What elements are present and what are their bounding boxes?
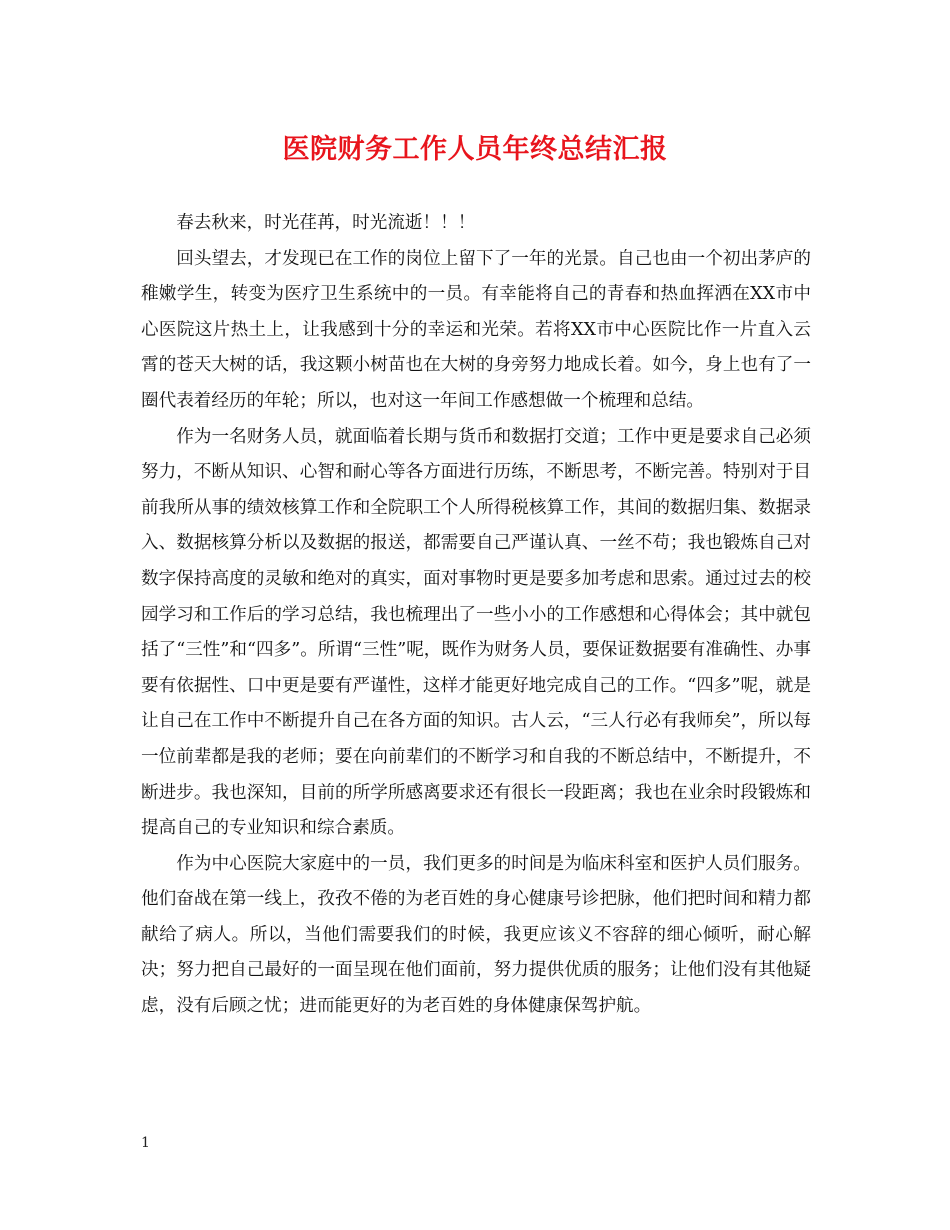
paragraph-service: 作为中心医院大家庭中的一员，我们更多的时间是为临床科室和医护人员们服务。他们奋战在第一线上，孜孜不倦的为老百姓的身心健康号诊把脉，他们把时间和精力都献给了病人。所以，当他们需要我们的时候，我更应该义不容辞的细心倾听，耐心解决；努力把自己最好的一面呈现在他们面前，努力提供优质的服务；让他们没有其他疑虑，没有后顾之忧；进而能更好的为老百姓的身体健康保驾护航。 [141,853,811,1017]
document-body [141,206,811,1025]
paragraph-finance-work: 作为一名财务人员，就面临着长期与货币和数据打交道；工作中更是要求自己必须努力，不断从知识、心智和耐心等各方面进行历练，不断思考，不断完善。特别对于目前我所从事的绩效核算工作和全院职工个人所得税核算工作，其间的数据归集、数据录入、数据核算分析以及数据的报送，都需要自己严谨认真、一丝不苟；我也锻炼自己对数字保持高度的灵敏和绝对的真实，面对事物时更是要多加考虑和思索。通过过去的校园学习和工作后的学习总结，我也梳理出了一些小小的工作感想和心得体会；其中就包括了“三性”和“四多”。所谓“三性”呢，既作为财务人员，要保证数据要有准确性、办事要有依据性、口中更是要有严谨性，这样才能更好地完成自己的工作。“四多”呢，就是让自己在工作中不断提升自己在各方面的知识。古人云，“三人行必有我师矣”，所以每一位前辈都是我的老师；要在向前辈们的不断学习和自我的不断总结中，不断提升，不断进步。我也深知，目前的所学所感离要求还有很长一段距离；我也在业余时段锻炼和提高自己的专业知识和综合素质。 [141,426,811,839]
document-title: 医院财务工作人员年终总结汇报 [282,134,668,165]
paragraph-opening: 春去秋来，时光荏苒，时光流逝！！！ [176,213,476,233]
paragraph-reflection: 回头望去，才发现已在工作的岗位上留下了一年的光景。自己也由一个初出茅庐的稚嫩学生，转变为医疗卫生系统中的一员。有幸能将自己的青春和热血挥洒在XX市中心医院这片热土上，让我感到十分的幸运和光荣。若将XX市中心医院比作一片直入云霄的苍天大树的话，我这颗小树苗也在大树的身旁努力地成长着。如今，身上也有了一圈代表着经历的年轮；所以，也对这一年间工作感想做一个梳理和总结。 [141,248,811,411]
page-number: 1 [141,1135,150,1151]
